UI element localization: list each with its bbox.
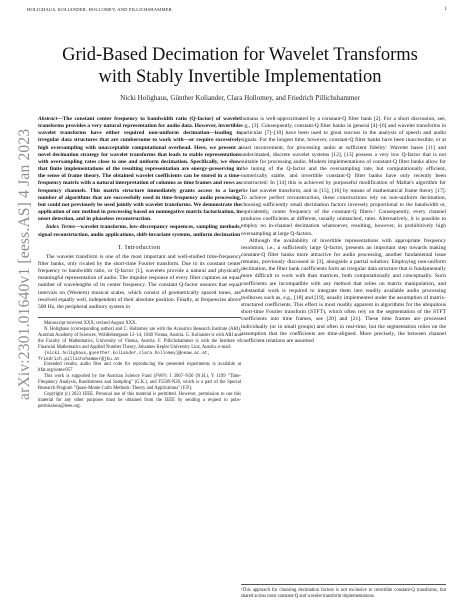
index-terms-text: —wavelet transforms, low-discrepancy sequences, sampling methods, signal reconstruction, audio applications, shift-invariant systems, uniform decimation (38, 224, 241, 238)
footnote-emails[interactable]: {nicki.holighaus,guenther.koliander,clara.hollomey}@oeaw.ac.at, friedrich.pillichshammer@jku.at (38, 350, 210, 362)
right-column (241, 116, 446, 345)
footnote-right: ¹This approach for choosing decimation factors is not exclusive to invertible constant-Q transforms, but shared across most constant-Q and wavelet transform implementations. (241, 584, 446, 600)
footnote-copyright: Copyright (c) 2023 IEEE. Personal use of this material is permitted. However, permission to use this material for any other purposes must be obtained from the IEEE by sending a request to pubs-permissions@ieee.org. (38, 391, 241, 409)
footnote-affiliations: N. Holighaus (corresponding author) and C. Hollomey are with the Acoustics Research Institute (ARI), Austrian Academy of Sciences, Wohllebengasse 12–14, 1040 Vienna, Austria. G. Koliander is with ARI and the Faculty of Mathematics, University of Vienna, Austria. F. Pillichshammer is with the Institute of Financial Mathematics and Applied Number Theory, Johannes Kepler University Linz, Austria. e-mail: (38, 326, 241, 350)
right-paragraph-1: humans is well-approximated by a constant-Q filter bank [2]. For a short discussion, see, e.g., [3]. Consequently, constant-Q filter banks in general [4]–[6] and wavelet transforms in particular [7]–[10] have been used to great success in the analysis of speech and audio signals. For the longest time, however, constant-Q filter banks have been inaccessible, or at least inconvenient, for processing audio at sufficient fidelity: Wavelet bases [11] and undecimated, discrete wavelet systems [12], [13] possess a very low Q-factor that is not suitable for processing audio. Modern implementations of constant-Q filter banks allow for the tuning of the Q-factor and the oversampling rate, but computationally efficient, numerically stable, and invertible constant-Q filter banks have only recently been constructed: In [14] this is achieved by purposeful modification of Mallat's algorithm for the fast wavelet transform, and in [15], [16] by means of mathematical frame theory [17]. To achieve perfect reconstruction, these constructions rely on non-uniform decimation, choosing sufficiently small decimation factors inversely proportional to the bandwidth or, equivalently, center frequency of the constant-Q filters.¹ Consequently, every channel produces coefficients at different, usually unmatched, rates. Alternatively, it is possible to employ no in-channel decimation whatsoever, resulting, however, in prohibitively high oversampling at large Q-factors. (241, 116, 446, 237)
abstract-lead: Abstract (38, 116, 58, 122)
section-heading-introduction: I. Introduction (118, 243, 161, 251)
right-paragraph-2: Although the availability of invertible representations with appropriate frequency resolution, i.e., a sufficiently large Q-factor, presents an important step towards making constant-Q filter banks more attractive for audio processing, another fundamental issue remains, previously discussed in [3], alongside a partial solution: Employing non-uniform decimation, the filter bank coefficients form an irregular data structure that is fundamentally more difficult to work with than matrices, both computationally and conceptually. Such coefficients are incompatible with any method that relies on matrix manipulation, and substantial work is required to integrate them into readily available audio processing toolboxes such as, e.g., [18] and [19], usually implemented under the assumption of matrix-structured coefficients. This effect is most readily apparent in algorithms for the ubiquitous short-time Fourier transform (STFT), which often rely on the segmentation of the STFT coefficients into time frames, see [20] and [21]. These time frames are processed individually (or in small groups) and often in real-time, but the segmentation relies on the assumption that the coefficients are time-aligned. More precisely, the between channel coefficient relations are assumed (241, 237, 446, 344)
paper-title (40, 44, 440, 88)
abstract-text: —The constant center frequency to bandwidth ratio (Q-factor) of wavelet transforms provides a very natural representation for audio data. However, invertible wavelet transforms have either required non-uniform decimation—leading to irregular data structures that are cumbersome to work with—or require excessively high oversampling with unacceptable computational overhead. Here, we present a novel decimation strategy for wavelet transforms that leads to stable representations with oversampling rates close to one and uniform decimation. Specifically, we show that finite implementations of the resulting representation are energy-preserving in the sense of frame theory. The obtained wavelet coefficients can be stored in a time-frequency matrix with a natural interpretation of columns as time frames and rows as frequency channels. This matrix structure immediately grants access to a large number of algorithms that are successfully used in time-frequency audio processing, but could not previously be used jointly with wavelet transforms. We demonstrate the application of our method in processing based on nonnegative matrix factorization, in onset detection, and in phaseless reconstruction. (38, 116, 241, 223)
running-head: HOLIGHAUS, KOLIANDER, HOLLOMEY, AND PILLICHSHAMMER (27, 7, 172, 12)
index-terms-lead: Index Terms (46, 224, 75, 231)
footnote-manuscript: Manuscript received XXX; revised August XXX. (44, 321, 137, 327)
title-line-2: with Stably Invertible Implementation (98, 67, 382, 87)
page-number: 1 (444, 7, 447, 12)
index-terms (38, 224, 241, 238)
footnotes-left (38, 317, 241, 410)
footnote-funding: This work is supported by the Austrian Science Fund (FWF): I 3067–N30 (N.H.), Y 1199 "Time-Frequency Analysis, Randomness and Sampling" (G.K.), and F5509-N26, which is a part of the Special Research Program "Quasi-Monte Carlo Methods: Theory and Applications" (F.P.). (38, 374, 241, 392)
title-line-1: Grid-Based Decimation for Wavelet Transforms (62, 45, 418, 65)
left-column (38, 116, 241, 410)
abstract (38, 116, 241, 223)
arxiv-stamp: arXiv:2301.01640v1 [eess.AS] 4 Jan 2023 (16, 128, 33, 400)
intro-paragraph: The wavelet transform is one of the most important and well-studied time-frequency filter banks, only rivaled by the short-time Fourier transform. Due to its constant center frequency to bandwidth ratio, or Q-factor [1], wavelets provide a natural and physically meaningful representation of audio. The impulse response of every filter captures an equal number of wavelengths of its center frequency. The constant Q-factor ensures that equal intervals on (Western) musical scales, which consist of geometrically spaced tones, are resolved equally well, independent of their absolute position. Finally, at frequencies above 500 Hz, the peripheral auditory system in (38, 253, 241, 310)
author-list: Nicki Holighaus, Günther Koliander, Clara Hollomey, and Friedrich Pillichshammer (120, 94, 360, 102)
footnote-extended-results: Extended results, audio files and code for reproducing the presented experiments is available at ltfat.org/notes/057 (38, 362, 241, 374)
